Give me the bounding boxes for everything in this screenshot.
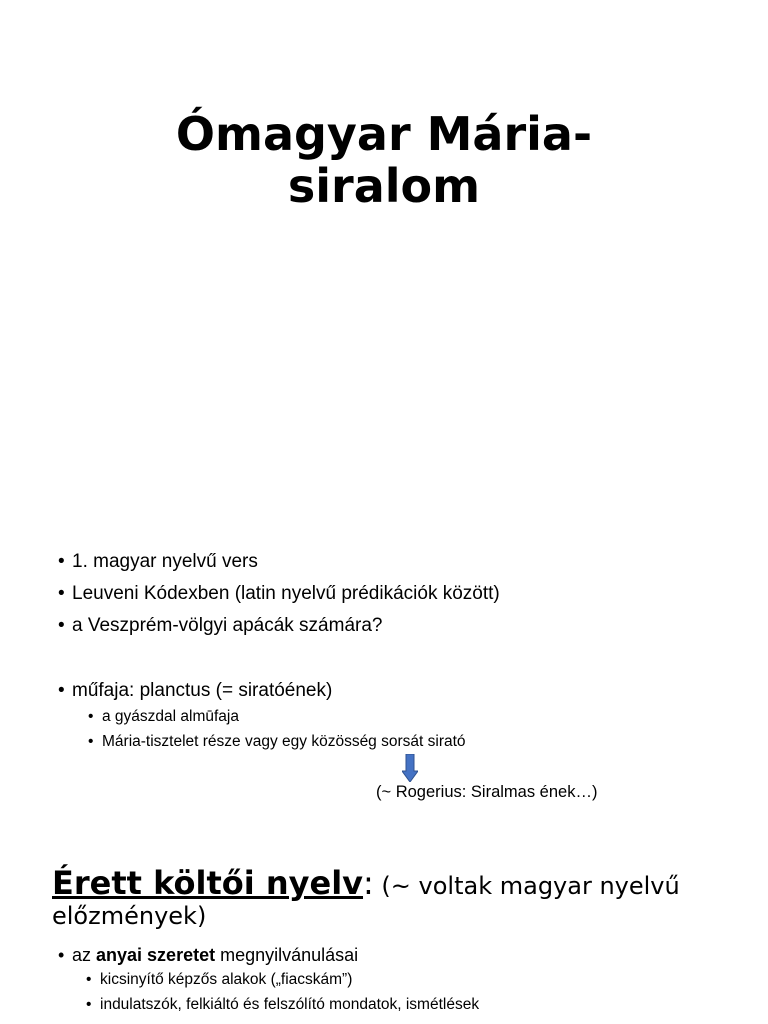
sub-bullet-item xyxy=(88,707,239,727)
down-arrow-icon xyxy=(402,754,418,782)
bullet-dot: • xyxy=(58,945,65,965)
section-heading-title: Érett költői nyelv xyxy=(52,864,364,902)
bullet-text: a Veszprém-völgyi apácák számára? xyxy=(72,615,383,636)
bullet-text: Leuveni Kódexben (latin nyelvű prédikációk között) xyxy=(72,583,500,604)
genre-label: műfaja: planctus (= siratóének) xyxy=(72,680,333,701)
sub-bullet-text: kicsinyítő képzős alakok („fiacskám”) xyxy=(100,971,353,988)
bullet-item-genre xyxy=(58,679,332,703)
section-heading-aside: (~ voltak magyar nyelvű előzmények) xyxy=(52,872,680,930)
bullet-dot: • xyxy=(88,733,94,750)
rogerius-note: (~ Rogerius: Siralmas ének…) xyxy=(376,783,598,801)
bullet-dot: • xyxy=(58,615,65,636)
bullet-text: 1. magyar nyelvű vers xyxy=(72,551,258,572)
bullet-item xyxy=(58,582,500,606)
bullet-item xyxy=(58,550,258,574)
section-heading-colon: : xyxy=(363,864,374,902)
sub-bullet-item xyxy=(86,995,479,1015)
sub-bullet-text: a gyászdal almūfaja xyxy=(102,708,239,725)
bullet-bold-text: anyai szeretet xyxy=(96,945,216,965)
page-title xyxy=(0,108,768,212)
sub-bullet-text: indulatszók, felkiáltó és felszólító mondatok, ismétlések xyxy=(100,996,480,1013)
bullet-item xyxy=(58,944,358,966)
title-line-2: siralom xyxy=(287,159,481,213)
bullet-dot: • xyxy=(58,583,65,604)
bullet-suffix: megnyilvánulásai xyxy=(215,945,359,965)
bullet-dot: • xyxy=(88,708,94,725)
sub-bullet-item xyxy=(88,732,466,752)
bullet-dot: • xyxy=(86,996,92,1013)
bullet-item xyxy=(58,614,382,638)
bullet-dot: • xyxy=(86,971,92,988)
title-line-1: Ómagyar Mária- xyxy=(175,107,593,161)
section-heading xyxy=(52,864,752,931)
bullet-prefix: az xyxy=(72,945,97,965)
sub-bullet-text: Mária-tisztelet része vagy egy közösség sorsát sirató xyxy=(102,733,466,750)
bullet-dot: • xyxy=(58,680,65,701)
sub-bullet-item xyxy=(86,970,352,990)
bullet-dot: • xyxy=(58,551,65,572)
